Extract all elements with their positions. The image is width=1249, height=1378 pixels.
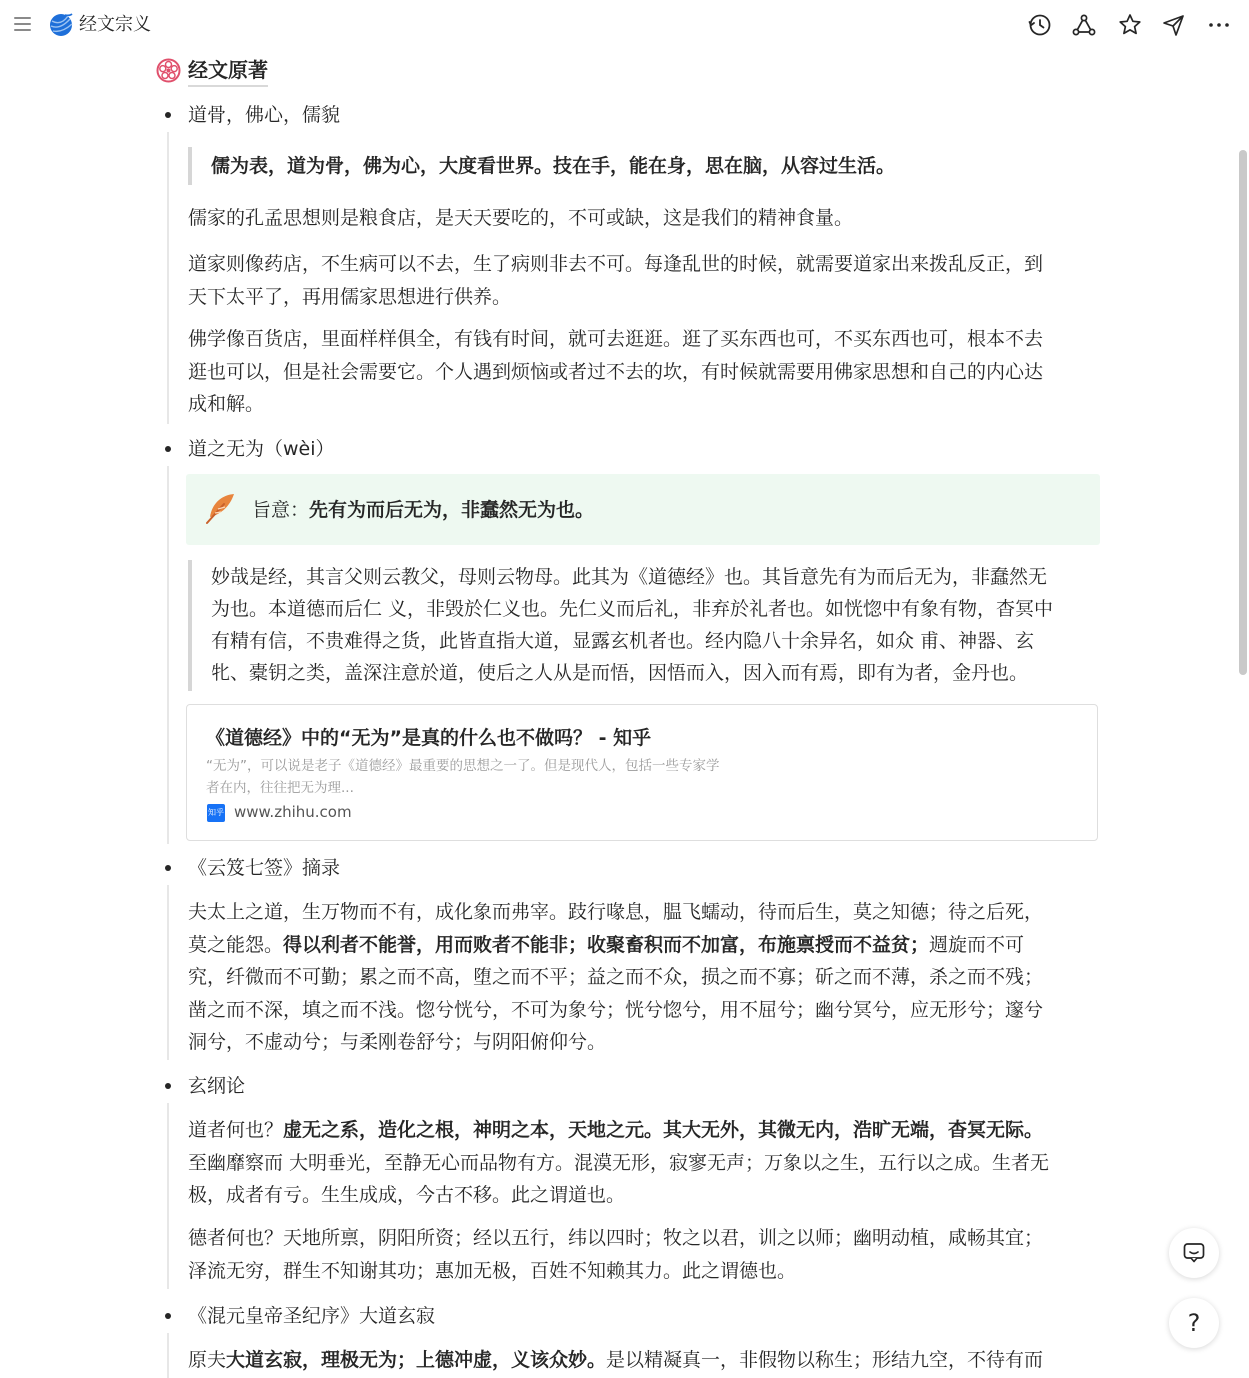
quote-bar: [188, 147, 192, 185]
callout-text: [252, 494, 594, 526]
quote-line: 牝、橐钥之类，盖深注意於道，使后之人从是而悟，因悟而入，因入而有焉，即有为者，金丹也。: [211, 662, 1029, 684]
flower-icon: [155, 57, 182, 84]
zhihu-icon: 知乎: [207, 804, 225, 822]
paragraph: [188, 323, 1100, 421]
paragraph: [188, 1114, 1100, 1212]
link-card-url: www.zhihu.com: [234, 803, 352, 821]
paragraph-line: 天下太平了，再用儒家思想进行供养。: [188, 285, 512, 308]
paragraph-line: [188, 929, 1100, 962]
bold-text: 大道玄寂，理极无为；上德冲虚，义该众妙。: [226, 1349, 607, 1371]
paragraph-line: 德者何也？天地所禀，阴阳所资；经以五行，纬以四时；牧之以君，训之以师；幽明动植，咸畅其宜；: [188, 1227, 1044, 1249]
paragraph-line: 逛也可以，但是社会需要它。个人遇到烦恼或者过不去的坎，有时候就需要用佛家思想和自己的内心达: [188, 360, 1044, 383]
paragraph-line: 洞兮，不虚动兮；与柔刚卷舒兮；与阴阳俯仰兮。: [188, 1031, 607, 1053]
bold-text: 虚无之系，造化之根，神明之本，天地之元。其大无外，其微无内，浩旷无端，杳冥无际。: [283, 1119, 1044, 1141]
list-item-label: 玄纲论: [188, 1075, 246, 1097]
quote-text: 儒为表，道为骨，佛为心，大度看世界。技在手，能在身，思在脑，从容过生活。: [211, 155, 896, 177]
paragraph: [188, 248, 1100, 313]
top-bar: [0, 0, 1249, 50]
document-title: 经文宗义: [79, 14, 151, 35]
paragraph-line: 成和解。: [188, 393, 265, 415]
paragraph-line: 道家则像药店，不生病可以不去，生了病则非去不可。每逢乱世的时候，就需要道家出来拨乱反正，到: [188, 253, 1044, 275]
paragraph: 儒家的孔孟思想则是粮食店，是天天要吃的，不可或缺，这是我们的精神食量。: [188, 207, 854, 229]
paragraph-line: 泽流无穷，群生不知谢其功；惠加无极，百姓不知赖其力。此之谓德也。: [188, 1259, 797, 1282]
paragraph-line: 究，纤微而不可勤；累之而不高，堕之而不平；益之而不众，损之而不寡；斫之而不薄，杀之而不残；: [188, 966, 1044, 988]
list-bullet: [165, 112, 171, 118]
more-icon[interactable]: [1206, 12, 1232, 38]
list-bullet: [165, 865, 171, 871]
list-item-label: 道骨，佛心，儒貌: [188, 104, 341, 126]
yarn-ball-icon: [48, 12, 74, 38]
menu-icon[interactable]: [12, 13, 34, 35]
feather-icon: [204, 491, 238, 525]
paragraph-line: 极，成者有亏。生生成成，今古不移。此之谓道也。: [188, 1184, 626, 1206]
paragraph-line: 凿之而不深，填之而不浅。惚兮恍兮，不可为象兮；恍兮惚兮，用不屈兮；幽兮冥兮，应无形兮；邃兮: [188, 998, 1044, 1021]
feedback-button[interactable]: [1169, 1228, 1219, 1278]
scrollbar-thumb[interactable]: [1239, 150, 1247, 675]
star-icon[interactable]: [1117, 12, 1143, 38]
list-rail: [167, 1333, 169, 1378]
quote-bar: [188, 560, 192, 691]
callout-bold-text: 先有为而后无为，非蠢然无为也。: [309, 499, 595, 521]
quote-text: [211, 561, 1101, 689]
text-span: 週旋而不可: [929, 933, 1025, 956]
help-icon: ?: [1187, 1309, 1201, 1337]
paragraph-line: 佛学像百货店，里面样样俱全，有钱有时间，就可去逛逛。逛了买东西也可，不买东西也可，根本不去: [188, 328, 1044, 350]
list-rail: [167, 132, 169, 424]
paragraph-line: [188, 1114, 1100, 1147]
list-item-label: 《云笈七签》摘录: [188, 857, 341, 879]
paragraph-line: [188, 1344, 1100, 1377]
link-card-description-line: “无为”，可以说是老子《道德经》最重要的思想之一了。但是现代人，包括一些专家学: [206, 758, 720, 774]
list-rail: [167, 466, 169, 844]
paragraph-line: 夫太上之道，生万物而不有，成化象而弗宰。跂行喙息，腽飞蠕动，待而后生，莫之知德；待之后死，: [188, 901, 1044, 923]
paragraph: [188, 896, 1100, 1059]
list-bullet: [165, 1083, 171, 1089]
paragraph: [188, 1344, 1100, 1377]
list-item-label: 《混元皇帝圣纪序》大道玄寂: [188, 1305, 436, 1327]
text-span: 道者何也？: [188, 1119, 284, 1141]
bold-text: 得以利者不能誉，用而败者不能非；收聚畜积而不加富，布施禀授而不益贫；: [283, 933, 930, 956]
list-item-label: 道之无为（wèi）: [188, 438, 335, 460]
section-heading: 经文原著: [188, 55, 268, 87]
paragraph: [188, 1222, 1100, 1287]
feedback-icon: [1182, 1241, 1206, 1265]
link-card-description: [206, 755, 806, 799]
text-span: 莫之能怨。: [188, 933, 284, 956]
help-button[interactable]: [1169, 1298, 1219, 1348]
list-bullet: [165, 1313, 171, 1319]
link-card[interactable]: [186, 704, 1098, 841]
paragraph-line: 至幽靡察而 大明垂光，至静无心而品物有方。混漠无形，寂寥无声；万象以之生，五行以之成。生者无: [188, 1151, 1050, 1174]
list-rail: [167, 885, 169, 1060]
link-card-description-line: 者在内，往往把无为理...: [206, 780, 354, 796]
share-network-icon[interactable]: [1071, 12, 1097, 38]
callout-box: [186, 474, 1100, 545]
quote-line: 为也。本道德而后仁 义，非毁於仁义也。先仁义而后礼，非弃於礼者也。如恍惚中有象有物，杳冥中: [211, 598, 1054, 620]
scrollbar[interactable]: [1237, 50, 1249, 1378]
list-rail: [167, 1103, 169, 1289]
text-span: 原夫: [188, 1349, 227, 1371]
link-card-title[interactable]: 《道德经》中的“无为”是真的什么也不做吗？ - 知乎: [206, 727, 652, 749]
text-span: 是以精凝真一，非假物以称生；形结九空，不待有而: [606, 1349, 1044, 1371]
list-bullet: [165, 446, 171, 452]
send-icon[interactable]: [1161, 12, 1187, 38]
quote-line: 有精有信，不贵难得之货，此皆直指大道，显露玄机者也。经内隐八十余异名，如众 甫、神器、玄: [211, 630, 1035, 652]
callout-prefix: 旨意：: [252, 499, 310, 521]
history-icon[interactable]: [1027, 12, 1053, 38]
quote-line: 妙哉是经，其言父则云教父，母则云物母。此其为《道德经》也。其旨意先有为而后无为，非蠢然无: [211, 566, 1048, 588]
